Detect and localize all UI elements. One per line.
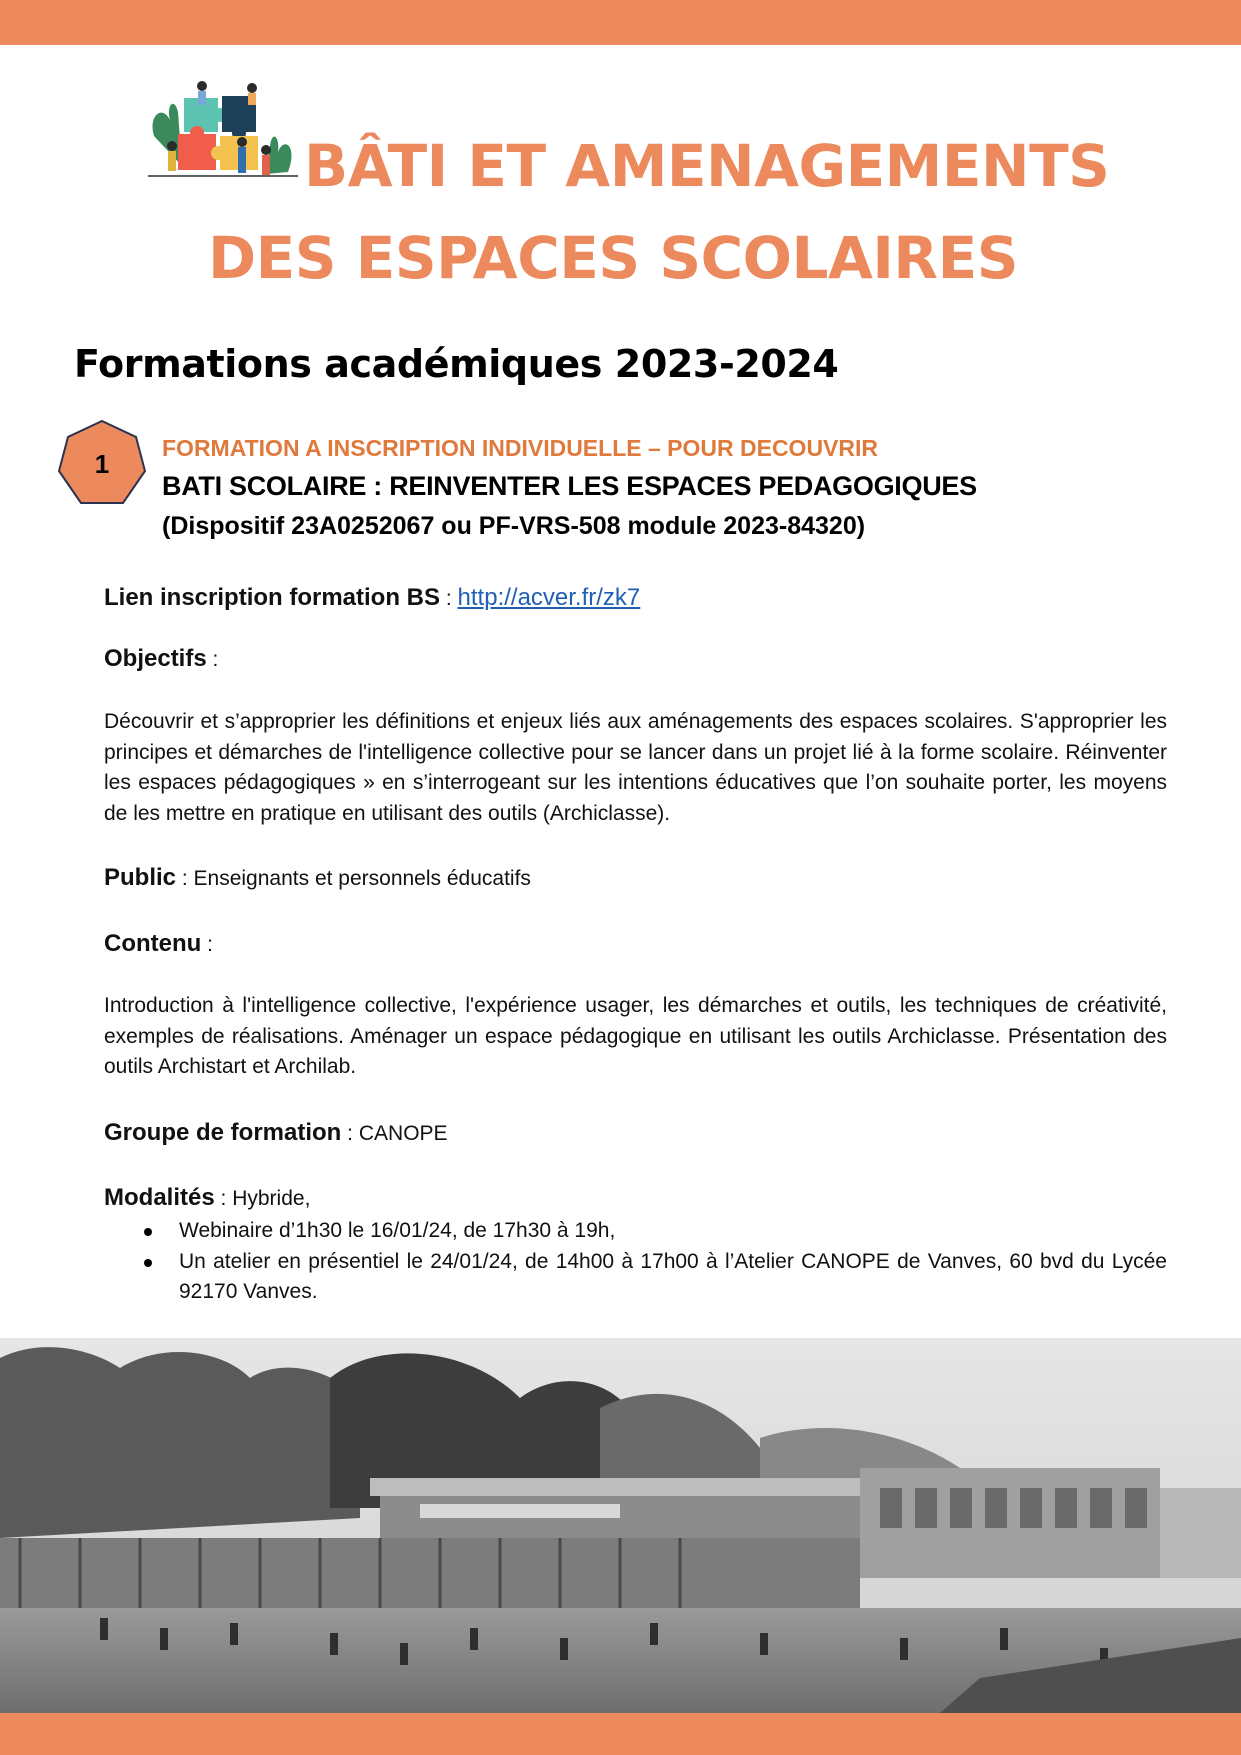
group-value: CANOPE (358, 1122, 448, 1145)
group-separator: : (341, 1122, 359, 1145)
list-item: Un atelier en présentiel le 24/01/24, de 14h00 à 17h00 à l’Atelier CANOPE de Vanves, 60 bvd du Lycée 92170 Vanves. (104, 1247, 1167, 1308)
public-row (104, 862, 1167, 897)
registration-separator: : (440, 587, 458, 610)
page-subtitle: Formations académiques 2023-2024 (74, 342, 839, 386)
modalities-row (104, 1182, 1167, 1217)
registration-label: Lien inscription formation BS (104, 584, 441, 611)
modalities-value: Hybride, (232, 1187, 311, 1210)
registration-link[interactable]: http://acver.fr/zk7 (457, 584, 641, 611)
modalities-list (104, 1216, 1167, 1308)
bottom-accent-bar (0, 1713, 1241, 1755)
public-separator: : (176, 867, 194, 890)
course-title: BATI SCOLAIRE : REINVENTER LES ESPACES PEDAGOGIQUES (162, 471, 977, 501)
page-title-line-1: BÂTI ET AMENAGEMENTS (304, 132, 1110, 200)
school-building-photo (0, 1338, 1241, 1713)
content-label: Contenu (104, 930, 202, 957)
course-kicker: FORMATION A INSCRIPTION INDIVIDUELLE – POUR DECOUVRIR (162, 435, 879, 461)
content-text: Introduction à l'intelligence collective, l'expérience usager, les démarches et outils, les techniques de créativité, exemples de réalisations. Aménager un espace pédagogique en utilisant les outils Archiclasse. Présentation des outils Archistart et Archilab. (104, 994, 1167, 1078)
list-item: Webinaire d’1h30 le 16/01/24, de 17h30 à 19h, (104, 1216, 1167, 1247)
modalities-separator: : (214, 1187, 233, 1210)
course-code: (Dispositif 23A0252067 ou PF-VRS-508 module 2023-84320) (162, 512, 866, 540)
group-row (104, 1117, 1167, 1152)
course-number: 1 (94, 449, 110, 479)
group-label: Groupe de formation (104, 1119, 342, 1146)
objectives-text: Découvrir et s’approprier les définitions et enjeux liés aux aménagements des espaces scolaires. S'approprier les principes et démarches de l'intelligence collective pour se lancer dans un projet lié à la forme scolaire. Réinventer les espaces pédagogiques » en s’interrogeant sur les intentions éducatives que l’on souhaite porter, les moyens de les mettre en pratique en utilisant des outils (Archiclasse). (104, 710, 1167, 825)
modalities-label: Modalités (104, 1184, 215, 1211)
objectives-separator: : (206, 648, 219, 671)
registration-row (104, 582, 1167, 617)
page-title-line-2: DES ESPACES SCOLAIRES (208, 224, 1018, 292)
objectives-heading (104, 643, 1167, 678)
objectives-label: Objectifs (104, 645, 207, 672)
top-accent-bar (0, 0, 1241, 45)
public-value: Enseignants et personnels éducatifs (193, 867, 531, 890)
public-label: Public (104, 864, 177, 891)
content-heading (104, 928, 1167, 963)
puzzle-illustration-icon (148, 76, 298, 186)
content-separator: : (201, 933, 213, 956)
